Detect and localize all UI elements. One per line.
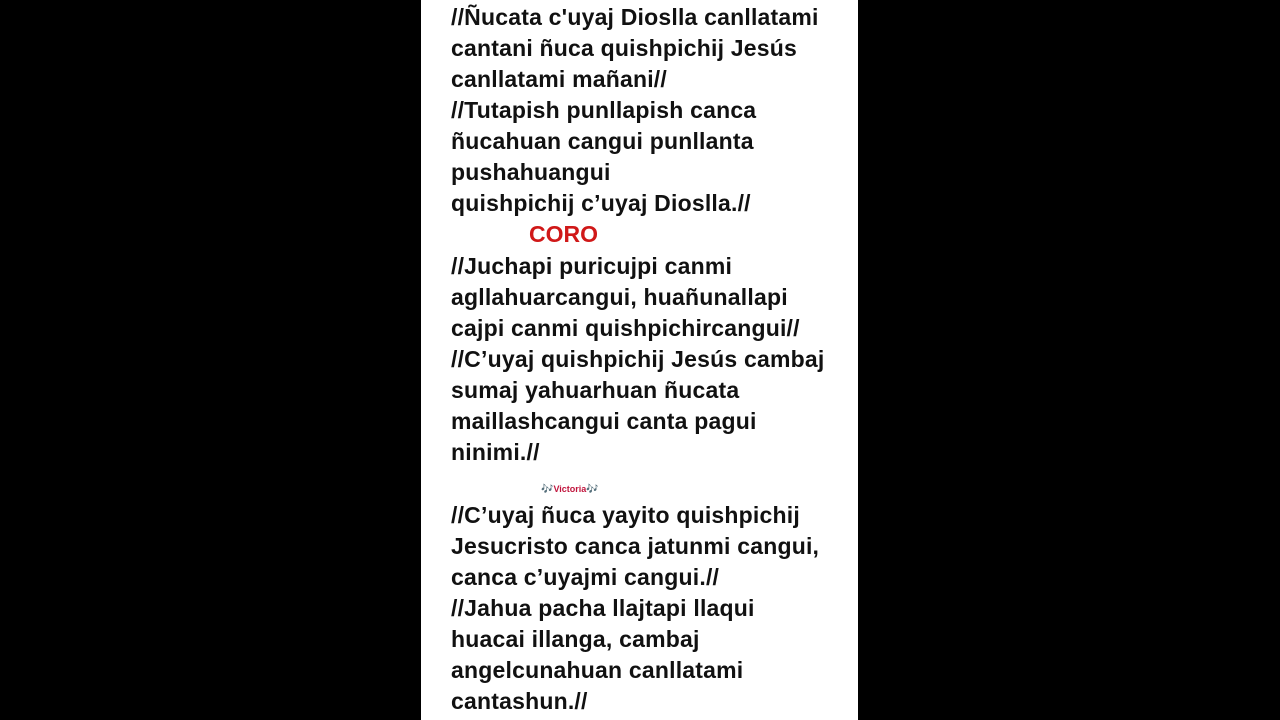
music-note-icon: 🎶 [541, 484, 554, 495]
lyric-line: angelcunahuan canllatami [451, 657, 744, 683]
music-note-icon: 🎶 [586, 484, 599, 495]
lyric-line: pushahuangui [451, 159, 611, 185]
lyric-line: //C’uyaj ñuca yayito quishpichij [451, 502, 800, 528]
lyric-line: //Jahua pacha llajtapi llaqui [451, 595, 755, 621]
lyric-line: ninimi.// [451, 439, 540, 465]
author-signature [541, 482, 599, 497]
author-name: Victoria [553, 484, 587, 494]
lyric-line: cantani ñuca quishpichij Jesús [451, 35, 797, 61]
lyric-line: Jesucristo canca jatunmi cangui, [451, 533, 820, 559]
lyrics-page [421, 0, 858, 720]
lyric-line: ñucahuan cangui punllanta [451, 128, 754, 154]
lyric-line: //Juchapi puricujpi canmi [451, 253, 733, 279]
lyric-line: huacai illanga, cambaj [451, 626, 700, 652]
lyric-line: sumaj yahuarhuan ñucata [451, 377, 740, 403]
lyric-line: agllahuarcangui, huañunallapi [451, 284, 788, 310]
lyric-line: maillashcangui canta pagui [451, 408, 757, 434]
lyric-line: //C’uyaj quishpichij Jesús cambaj [451, 346, 825, 372]
lyric-line: canllatami mañani// [451, 66, 667, 92]
lyric-line: //Tutapish punllapish canca [451, 97, 757, 123]
lyric-line: cajpi canmi quishpichircangui// [451, 315, 800, 341]
lyric-line: //Ñucata c'uyaj Dioslla canllatami [451, 4, 819, 30]
lyric-line: quishpichij c’uyaj Dioslla.// [451, 190, 751, 216]
lyric-line: canca c’uyajmi cangui.// [451, 564, 720, 590]
chorus-label: CORO [529, 221, 598, 247]
lyric-line: cantashun.// [451, 688, 588, 714]
